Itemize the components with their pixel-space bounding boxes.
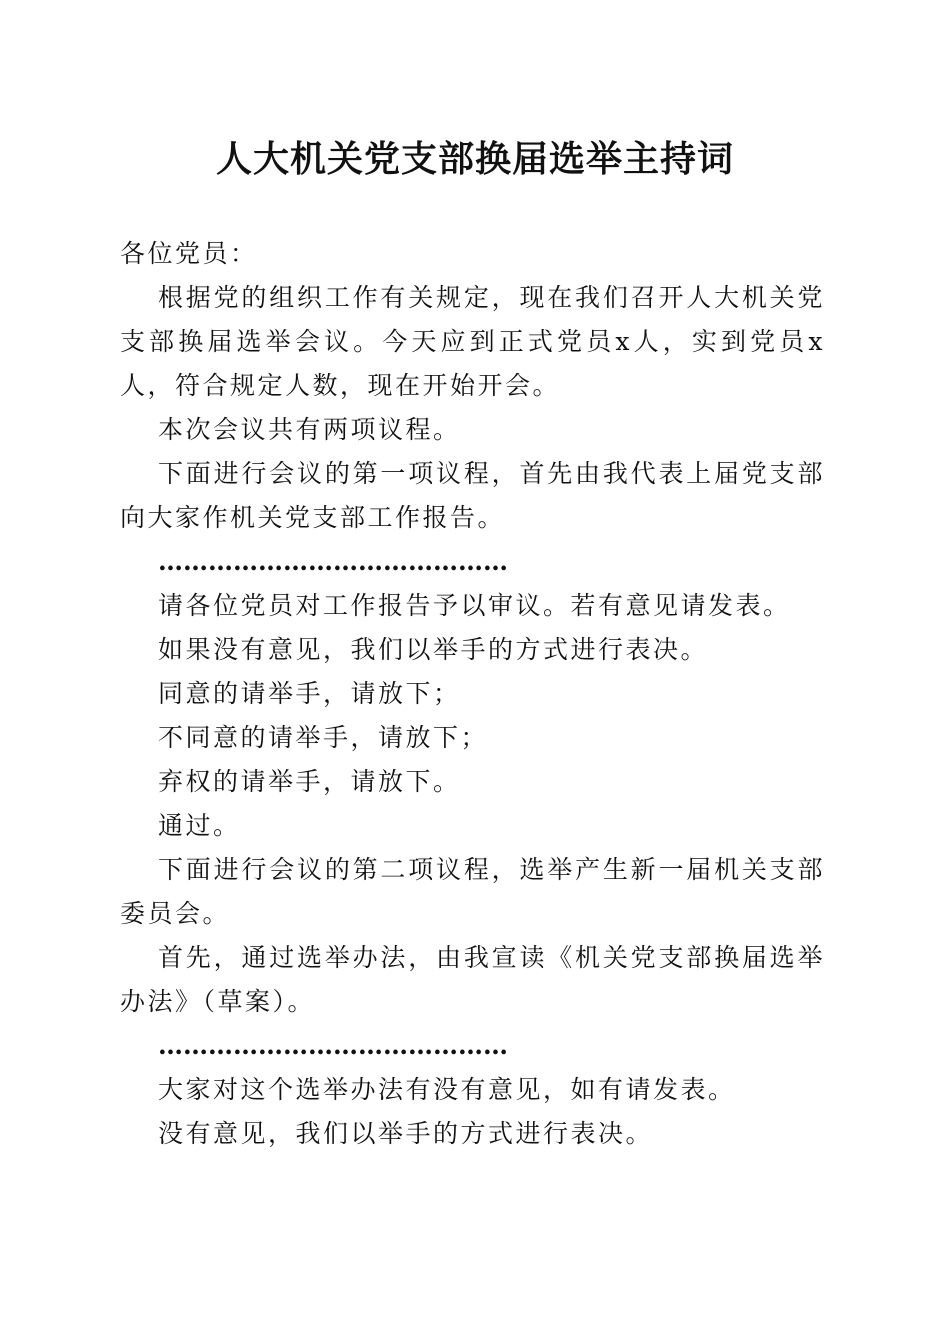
paragraph-agenda-count: 本次会议共有两项议程。 <box>158 415 461 444</box>
paragraph-vote-intro: 如果没有意见，我们以举手的方式进行表决。 <box>158 635 709 664</box>
paragraph-opening: 根据党的组织工作有关规定，现在我们召开人大机关党支部换届选举会议。今天应到正式党员x人，实到党员x人，符合规定人数，现在开始开会。 <box>120 283 825 400</box>
paragraph-method-opinions: 大家对这个选举办法有没有意见，如有请发表。 <box>158 1075 736 1104</box>
paragraph-agenda-two: 下面进行会议的第二项议程，选举产生新一届机关支部委员会。 <box>120 855 825 928</box>
paragraph-vote-abstain: 弃权的请举手，请放下。 <box>158 767 461 796</box>
paragraph-method-vote: 没有意见，我们以举手的方式进行表决。 <box>158 1119 654 1148</box>
paragraph-vote-agree: 同意的请举手，请放下； <box>158 679 461 708</box>
ellipsis-separator: …………………………………… <box>158 547 508 576</box>
document-body <box>120 232 825 1156</box>
paragraph-vote-disagree: 不同意的请举手，请放下； <box>158 723 489 752</box>
paragraph-review-report: 请各位党员对工作报告予以审议。若有意见请发表。 <box>158 591 791 620</box>
paragraph-passed: 通过。 <box>158 811 241 840</box>
paragraph-election-method: 首先，通过选举办法，由我宣读《机关党支部换届选举办法》（草案）。 <box>120 943 825 1016</box>
document-title: 人大机关党支部换届选举主持词 <box>215 138 734 180</box>
salutation: 各位党员： <box>120 239 258 268</box>
paragraph-agenda-one: 下面进行会议的第一项议程，首先由我代表上届党支部向大家作机关党支部工作报告。 <box>120 459 825 532</box>
ellipsis-separator: …………………………………… <box>158 1031 508 1060</box>
